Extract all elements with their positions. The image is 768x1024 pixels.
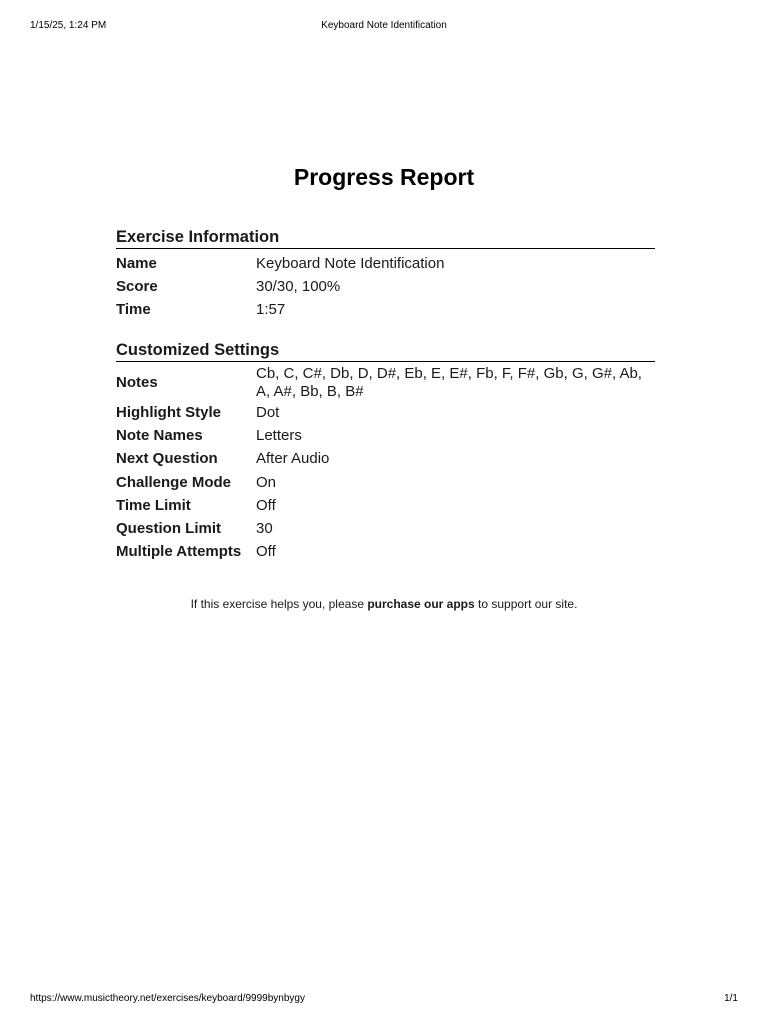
print-header-title: Keyboard Note Identification — [321, 20, 447, 31]
setting-value-note-names: Letters — [256, 426, 302, 444]
print-footer-url: https://www.musictheory.net/exercises/keyboard/9999bynbygy — [30, 993, 305, 1004]
setting-label-note-names: Note Names — [116, 426, 203, 444]
info-row-time — [116, 299, 655, 322]
info-label-score: Score — [116, 277, 158, 295]
setting-value-question-limit: 30 — [256, 520, 273, 538]
setting-row-next-question — [116, 448, 655, 471]
setting-value-notes: Cb, C, C#, Db, D, D#, Eb, E, E#, Fb, F, F#, Gb, G, G#, Ab, A, A#, Bb, B, B# — [256, 365, 642, 400]
support-message-suffix: to support our site. — [474, 597, 578, 611]
setting-row-multiple-attempts — [116, 541, 655, 564]
setting-value-next-question: After Audio — [256, 450, 330, 468]
customized-settings-heading: Customized Settings — [116, 340, 655, 362]
customized-settings-section — [116, 340, 655, 564]
info-value-time: 1:57 — [256, 301, 286, 319]
setting-row-challenge-mode — [116, 471, 655, 494]
setting-value-multiple-attempts: Off — [256, 543, 276, 561]
exercise-information-rows — [116, 252, 655, 322]
info-value-name: Keyboard Note Identification — [256, 254, 445, 272]
setting-row-time-limit — [116, 494, 655, 517]
setting-label-multiple-attempts: Multiple Attempts — [116, 543, 242, 561]
print-datetime: 1/15/25, 1:24 PM — [30, 20, 107, 31]
setting-row-highlight-style — [116, 401, 655, 424]
setting-label-highlight-style: Highlight Style — [116, 403, 221, 421]
purchase-apps-link[interactable]: purchase our apps — [367, 597, 475, 611]
setting-row-note-names — [116, 424, 655, 447]
support-message-prefix: If this exercise helps you, please — [190, 597, 368, 611]
info-value-score: 30/30, 100% — [256, 277, 341, 295]
info-label-name: Name — [116, 254, 157, 272]
setting-label-next-question: Next Question — [116, 450, 218, 468]
setting-label-challenge-mode: Challenge Mode — [116, 473, 232, 491]
page-title: Progress Report — [293, 164, 475, 190]
setting-label-question-limit: Question Limit — [116, 520, 221, 538]
info-label-time: Time — [116, 301, 151, 319]
exercise-information-section — [116, 227, 655, 322]
setting-row-question-limit — [116, 517, 655, 540]
setting-value-challenge-mode: On — [256, 473, 277, 491]
print-page-number: 1/1 — [724, 993, 738, 1004]
setting-label-time-limit: Time Limit — [116, 496, 191, 514]
customized-settings-rows — [116, 365, 655, 564]
setting-value-highlight-style: Dot — [256, 403, 280, 421]
info-row-score — [116, 275, 655, 298]
setting-row-notes — [116, 365, 655, 401]
exercise-information-heading: Exercise Information — [116, 227, 655, 249]
setting-value-time-limit: Off — [256, 496, 276, 514]
info-row-name — [116, 252, 655, 275]
support-message — [0, 597, 768, 612]
setting-label-notes: Notes — [116, 374, 158, 391]
